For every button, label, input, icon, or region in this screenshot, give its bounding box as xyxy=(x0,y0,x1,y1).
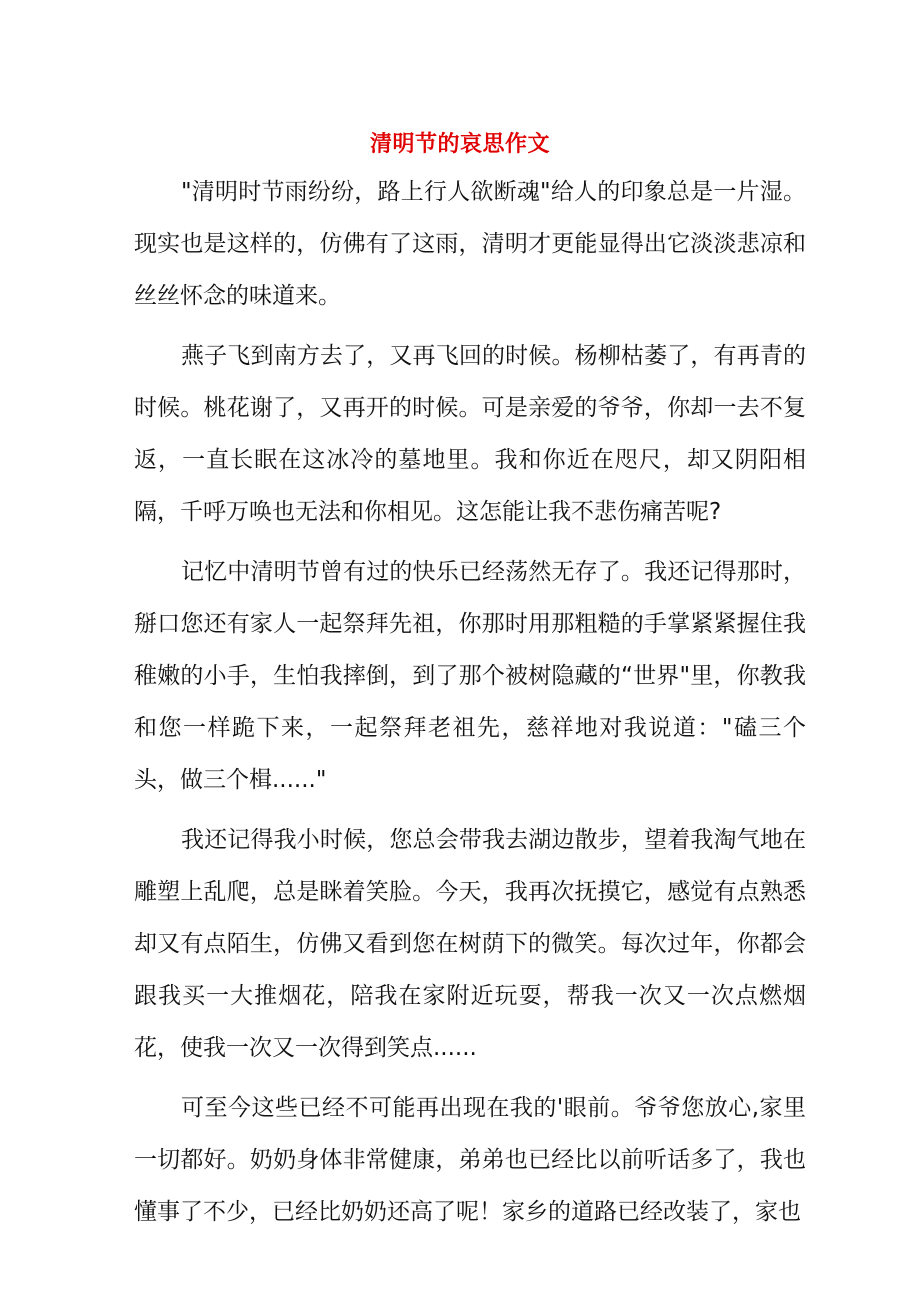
paragraph-1: "清明时节雨纷纷，路上行人欲断魂"给人的印象总是一片湿。现实也是这样的，仿佛有了这雨，清明才更能显得出它淡淡悲凉和丝丝怀念的味道来。 xyxy=(134,179,806,309)
document-title: 清明节的哀思作文 xyxy=(369,132,550,157)
document-body xyxy=(134,166,806,1246)
paragraph-4: 我还记得我小时候，您总会带我去湖边散步，望着我淘气地在雕塑上乱爬，总是眯着笑脸。今天，我再次抚摸它，感觉有点熟悉却又有点陌生，仿佛又看到您在树荫下的微笑。每次过年，你都会跟我买一大推烟花，陪我在家附近玩耍，帮我一次又一次点燃烟花，使我一次又一次得到笑点...... xyxy=(134,827,806,1061)
paragraph-2: 燕子飞到南方去了，又再飞回的时候。杨柳枯萎了，有再青的时候。桃花谢了，又再开的时候。可是亲爱的爷爷，你却一去不复返，一直长眠在这冰冷的墓地里。我和你近在咫尺，却又阴阳相隔，千呼万唤也无法和你相见。这怎能让我不悲伤痛苦呢? xyxy=(134,343,806,525)
paragraph-5: 可至今这些已经不可能再出现在我的'眼前。爷爷您放心,家里一切都好。奶奶身体非常健康，弟弟也已经比以前听话多了，我也懂事了不少，已经比奶奶还高了呢！家乡的道路已经改装了，家也 xyxy=(134,1095,806,1225)
paragraph-3: 记忆中清明节曾有过的快乐已经荡然无存了。我还记得那时，掰口您还有家人一起祭拜先祖，你那时用那粗糙的手掌紧紧握住我稚嫩的小手，生怕我摔倒，到了那个被树隐藏的“世界"里，你教我和您一样跪下来，一起祭拜老祖先，慈祥地对我说道："磕三个头，做三个楫......" xyxy=(134,559,806,793)
